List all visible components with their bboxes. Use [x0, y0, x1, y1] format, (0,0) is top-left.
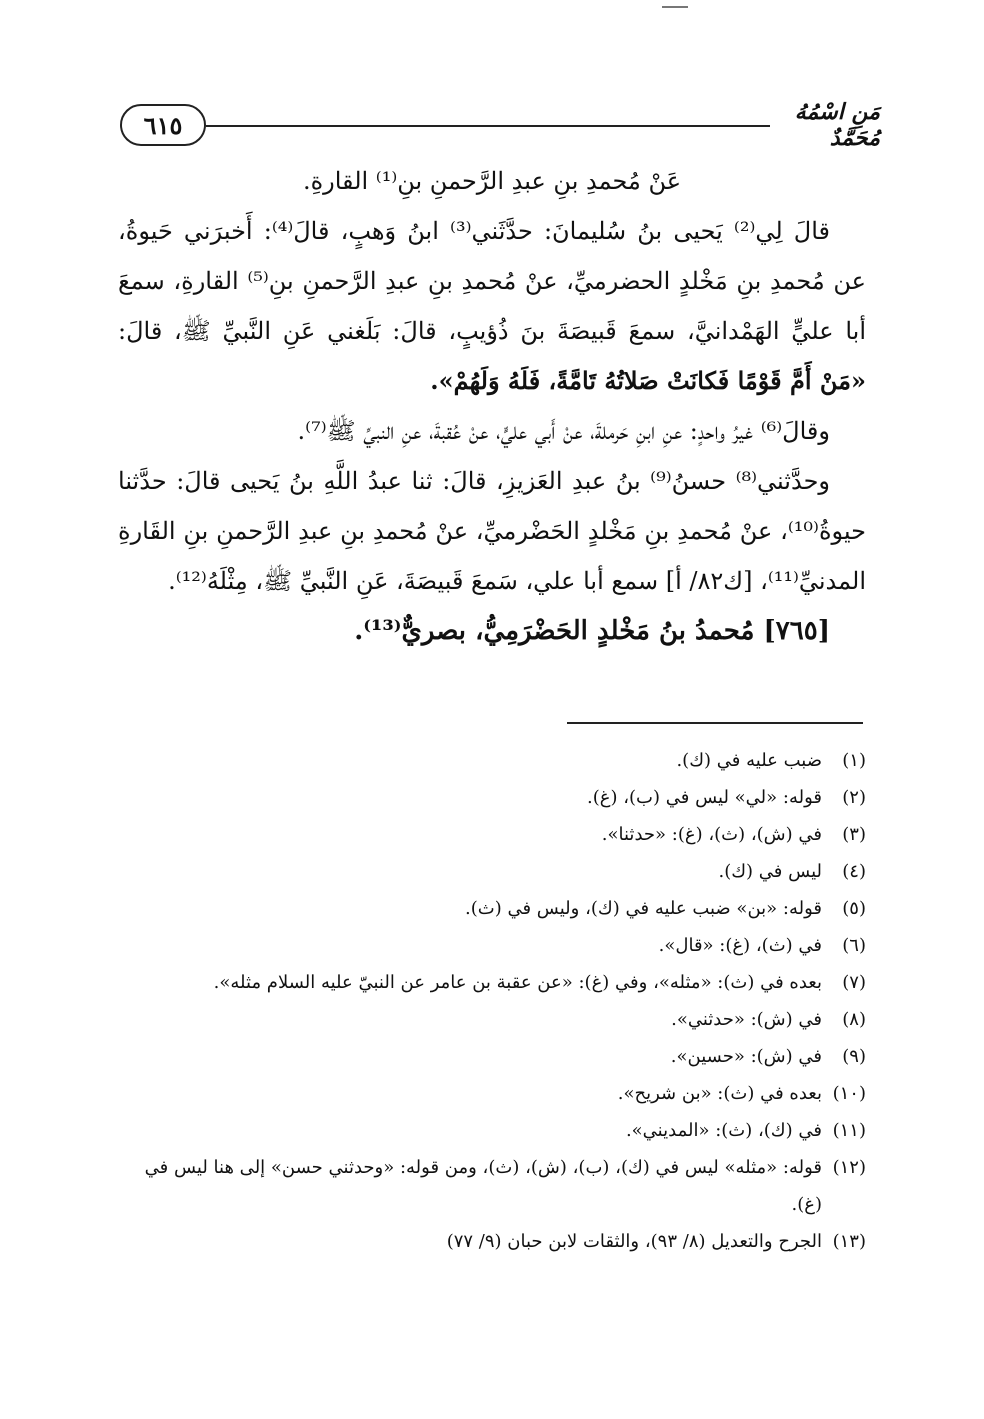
footnote-separator — [567, 722, 863, 724]
page-number: ٦١٥ — [120, 104, 206, 146]
footnote-number: (١٠) — [832, 1083, 866, 1104]
footnote-number: (٦) — [842, 935, 866, 956]
footnote-text: ليس في (ك). — [718, 861, 822, 882]
footnote-number: (٤) — [842, 861, 866, 882]
top-edge-mark — [662, 6, 688, 8]
footnote-text: في (ش): «حسين». — [670, 1046, 822, 1067]
footnote-item — [118, 1038, 866, 1075]
footnote-number: (١٣) — [832, 1231, 866, 1252]
footnote-item — [118, 927, 866, 964]
hadith-quote: «مَنْ أَمَّ قَوْمًا فَكانَتْ صَلاتُهُ تَامَّةً، فَلَهُ وَلَهُمْ». — [430, 366, 866, 395]
paragraph-4: وحدَّثني⁽⁸⁾ حسنُ⁽⁹⁾ بنُ عبدِ العَزيزِ، قالَ: ثنا عبدُ اللَّهِ بنُ يَحيى قالَ: حدَّثنا حيوةُ⁽¹⁰⁾، عنْ مُحمدِ بنِ مَخْلدٍ الحَضْرميِّ، عنْ مُحمدِ بنِ عبدِ الرَّحمنِ بنِ القَارةِ المدنيِّ⁽¹¹⁾، [ك٨٢/ أ] سمع أبا علي، سَمعَ قَبيصَةَ، عَنِ النَّبيِّ ﷺ، مِثْلَهُ⁽¹²⁾. — [118, 467, 866, 595]
footnote-item — [118, 742, 866, 779]
page-header — [120, 100, 880, 156]
footnote-item — [118, 1075, 866, 1112]
footnote-text: ضبب عليه في (ك). — [676, 750, 822, 771]
footnote-text: قوله: «مثله» ليس في (ك)، (ب)، (ش)، (ث)، ومن قوله: «وحدثني حسن» إلى هنا ليس في (غ). — [144, 1157, 822, 1215]
footnote-number: (٨) — [842, 1009, 866, 1030]
paragraph-3: وقالَ⁽⁶⁾ غيرُ واحدٍ: عنِ ابنِ حَرملةَ، عنْ أَبي عليٍّ، عنْ عُقبةَ، عنِ النبيِّ ﷺ⁽⁷⁾. — [297, 417, 830, 445]
footnote-number: (٥) — [842, 898, 866, 919]
footnote-number: (٢) — [842, 787, 866, 808]
footnote-number: (١١) — [832, 1120, 866, 1141]
footnote-text: في (ش): «حدثني». — [671, 1009, 822, 1030]
footnote-text: قوله: «بن» ضبب عليه في (ك)، وليس في (ث). — [465, 898, 822, 919]
footnote-item — [118, 1001, 866, 1038]
footnote-text: في (ك)، (ث): «المديني». — [625, 1120, 822, 1141]
footnote-number: (٩) — [842, 1046, 866, 1067]
running-title: مَنِ اسْمُهُ مُحَمَّدٌ — [794, 99, 880, 151]
footnote-text: الجرح والتعديل (٨/ ٩٣)، والثقات لابن حبان (٩/ ٧٧) — [446, 1231, 822, 1252]
footnote-item — [118, 964, 866, 1001]
paragraph-2 — [118, 206, 866, 406]
main-text — [118, 156, 866, 656]
paragraph-1: عَنْ مُحمدِ بنِ عبدِ الرَّحمنِ بنِ⁽¹⁾ القارةِ. — [302, 167, 682, 195]
footnote-number: (١) — [842, 750, 866, 771]
footnote-number: (٣) — [842, 824, 866, 845]
footnote-item — [118, 1112, 866, 1149]
entry-heading: [٧٦٥] مُحمدُ بنُ مَخْلدٍ الحَضْرَمِيُّ، بصريٌّ⁽¹³⁾. — [354, 616, 830, 646]
footnote-text: في (ث)، (غ): «قال». — [658, 935, 822, 956]
paragraph-2-text: قالَ لِي⁽²⁾ يَحيى بنُ سُليمانَ: حدَّثَني⁽³⁾ ابنُ وَهبٍ، قالَ⁽⁴⁾: أَخبرَني حَيوةُ، عن مُحمدِ بنِ مَخْلدٍ الحضرميِّ، عنْ مُحمدِ بنِ عبدِ الرَّحمنِ بنِ⁽⁵⁾ القارةِ، سمعَ أبا عليٍّ الهَمْدانيَّ، سمعَ قَبيصَةَ بنَ ذُؤيبٍ، قالَ: بَلَغني عَنِ النَّبيِّ ﷺ، قالَ: — [118, 217, 866, 345]
footnote-text: بعده في (ث): «مثله»، وفي (غ): «عن عقبة بن عامر عن النبيّ عليه السلام مثله». — [213, 972, 822, 993]
header-rule — [206, 125, 770, 127]
footnote-item — [118, 816, 866, 853]
footnote-text: في (ش)، (ث)، (غ): «حدثنا». — [601, 824, 822, 845]
footnote-text: قوله: «لي» ليس في (ب)، (غ). — [586, 787, 822, 808]
footnote-item — [118, 779, 866, 816]
footnote-item — [118, 1223, 866, 1260]
footnote-number: (٧) — [842, 972, 866, 993]
footnote-item — [118, 1149, 866, 1223]
footnote-text: بعده في (ث): «بن شريح». — [617, 1083, 822, 1104]
footnotes — [118, 742, 866, 1260]
footnote-item — [118, 890, 866, 927]
footnote-number: (١٢) — [832, 1157, 866, 1178]
footnote-item — [118, 853, 866, 890]
